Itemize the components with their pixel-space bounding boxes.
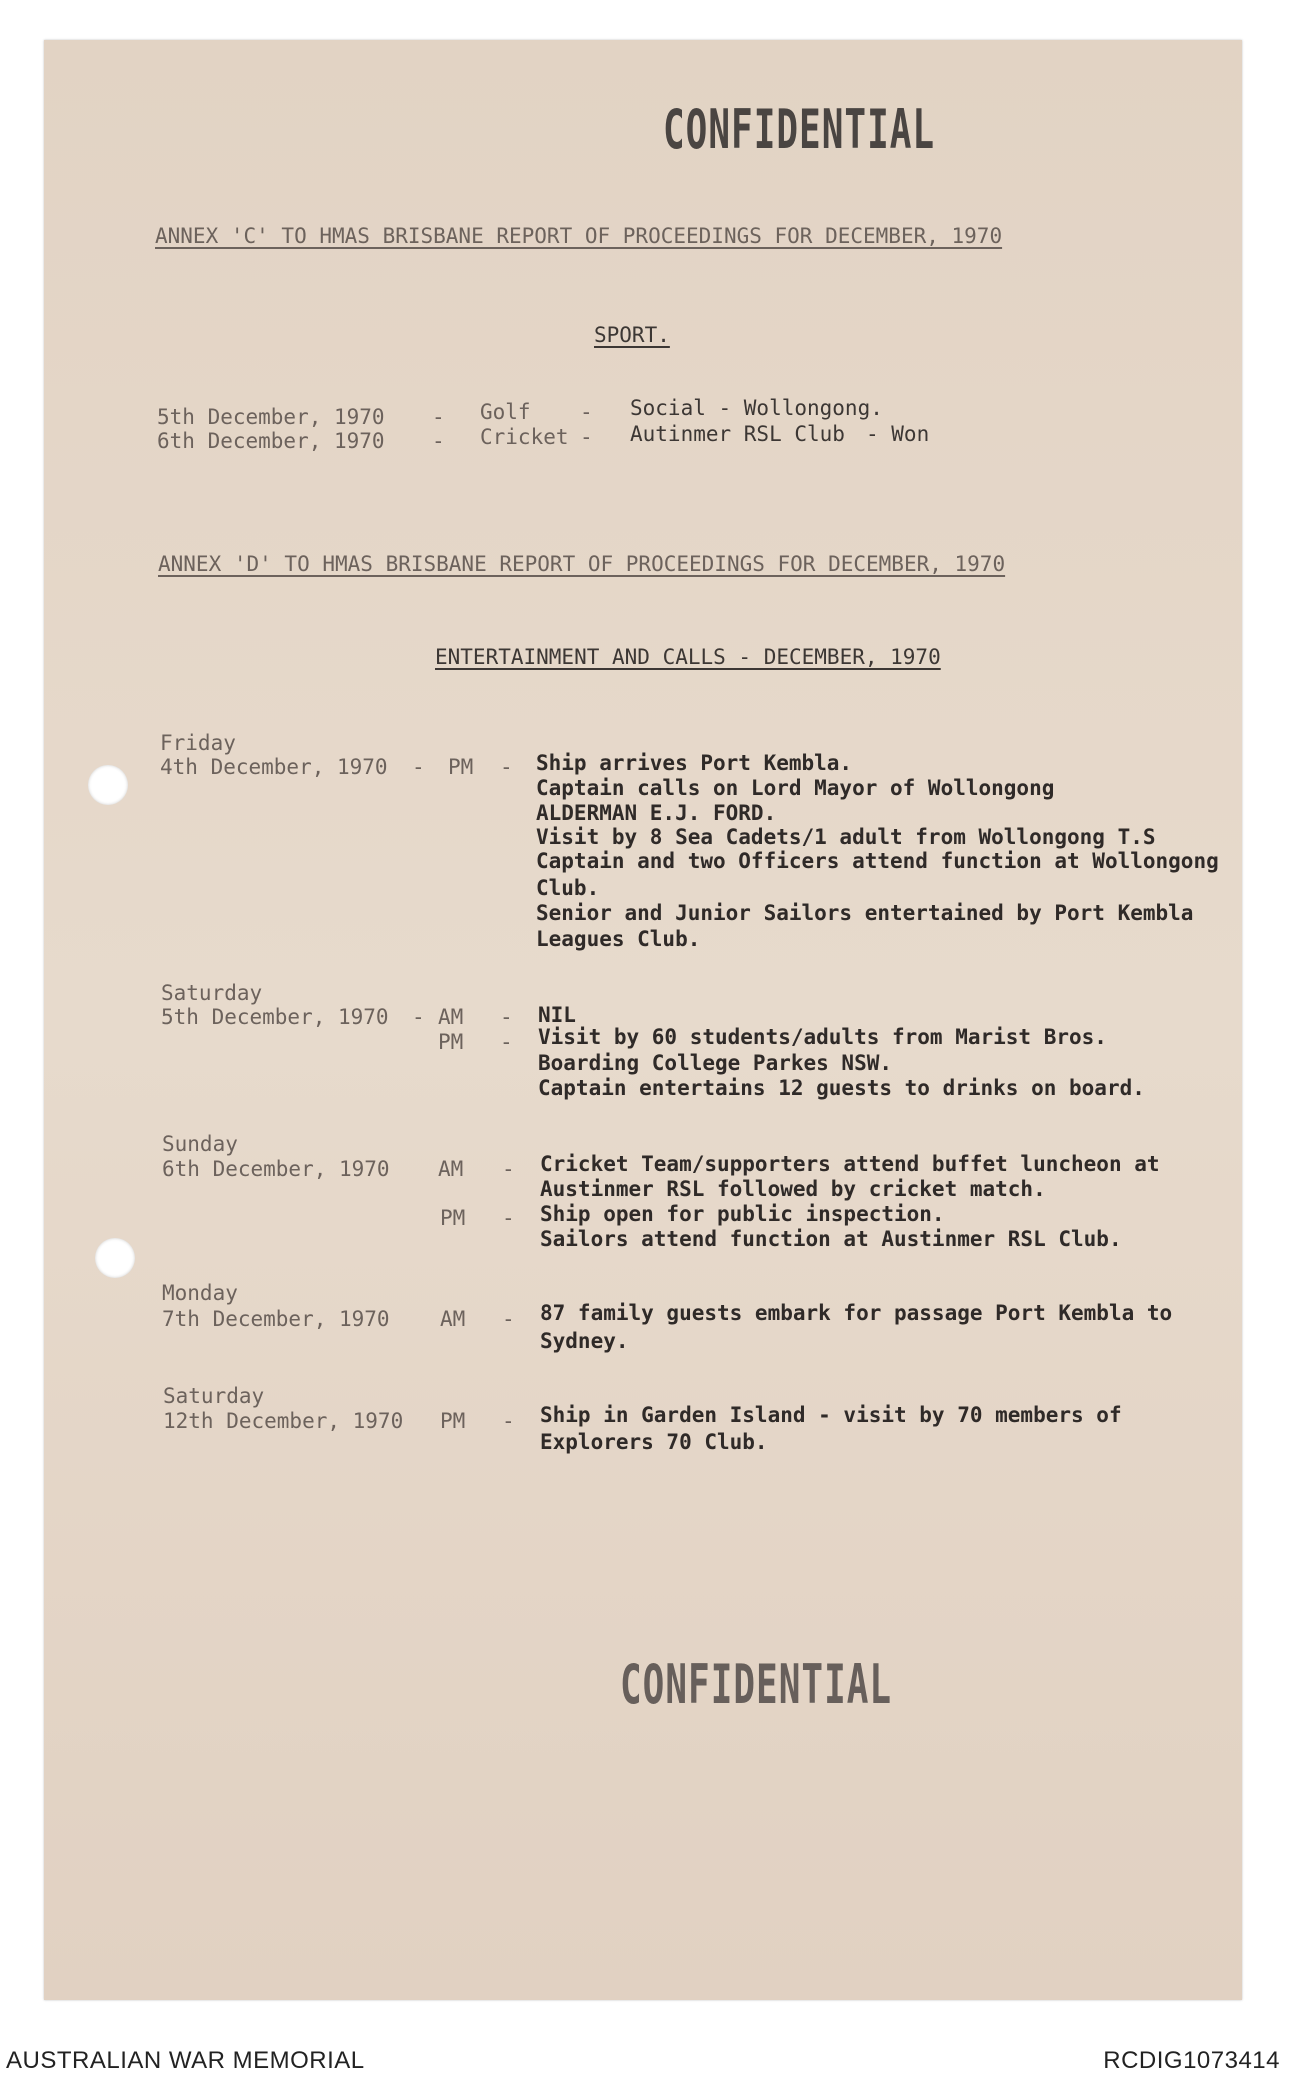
entry-2-session-2-line-1: Visit by 60 students/adults from Marist Bros. [538,1025,1107,1049]
entry-3-session-1-line-2: Austinmer RSL followed by cricket match. [540,1177,1046,1201]
entry-1-line-1: Ship arrives Port Kembla. [536,751,853,775]
sport-row-2-dash: - [432,429,445,453]
sport-row-2-date: 6th December, 1970 [157,429,385,453]
sport-row-1-dash2: - [580,400,593,424]
entry-1-line-3: ALDERMAN E.J. FORD. [536,801,777,825]
entry-4-day: Monday [162,1281,238,1305]
entry-1-date: 4th December, 1970 [160,755,388,779]
annex-c-heading: ANNEX 'C' TO HMAS BRISBANE REPORT OF PROCEEDINGS FOR DECEMBER, 1970 [155,224,1003,248]
entry-5-session-1-line-1: Ship in Garden Island - visit by 70 members of [540,1403,1122,1427]
punch-hole-top [88,765,128,805]
entry-4-date: 7th December, 1970 [162,1307,390,1331]
entry-1-line-7: Senior and Junior Sailors entertained by Port Kembla [536,901,1194,925]
entry-2-session-2-line-3: Captain entertains 12 guests to drinks on board. [538,1076,1145,1100]
footer-record-id: RCDIG1073414 [1103,2047,1280,2074]
sport-row-2-detail: Autinmer RSL Club [630,422,845,446]
entry-1-line-8: Leagues Club. [536,927,701,951]
sport-row-1-dash: - [432,405,445,429]
sport-row-2-dash2: - [580,425,593,449]
entry-2-session-1-time: AM [438,1005,464,1029]
entry-4-session-1-time: AM [440,1307,466,1331]
entry-1-session-1-time: PM [448,755,474,779]
entry-5-day: Saturday [163,1384,265,1408]
entry-3-session-2-time: PM [440,1206,466,1230]
entry-3-session-2-line-1: Ship open for public inspection. [540,1202,945,1226]
annex-c-subheading: SPORT. [594,323,670,347]
confidential-stamp-bottom: CONFIDENTIAL [620,1654,893,1717]
entry-3-session-2-line-2: Sailors attend function at Austinmer RSL Club. [540,1227,1122,1251]
entry-5-session-1-dash: - [502,1409,515,1433]
entry-3-session-1-dash: - [502,1157,515,1181]
entry-4-session-1-dash: - [502,1307,515,1331]
entry-3-date: 6th December, 1970 [162,1157,390,1181]
entry-5-session-1-time: PM [440,1409,466,1433]
sport-row-1-date: 5th December, 1970 [157,405,385,429]
entry-3-session-1-line-1: Cricket Team/supporters attend buffet luncheon at [540,1152,1160,1176]
sport-row-1-detail: Social - Wollongong. [630,396,883,420]
entry-1-day: Friday [160,731,236,755]
entry-3-day: Sunday [162,1132,238,1156]
entry-2-date: 5th December, 1970 [161,1005,389,1029]
entry-2-session-1-dash: - [500,1005,513,1029]
footer-source: AUSTRALIAN WAR MEMORIAL [6,2047,365,2074]
sport-row-2-result: - Won [866,422,930,446]
entry-5-date: 12th December, 1970 [163,1409,404,1433]
entry-2-session-2-time: PM [438,1030,464,1054]
entry-1-session-1-dash: - [500,755,513,779]
entry-1-line-4: Visit by 8 Sea Cadets/1 adult from Wollongong T.S [536,825,1156,849]
entry-4-session-1-line-2: Sydney. [540,1329,629,1353]
entry-3-session-2-dash: - [502,1206,515,1230]
entry-5-session-1-line-2: Explorers 70 Club. [540,1430,768,1454]
entry-2-session-1-line-1: NIL [538,1003,576,1027]
entry-1-line-6: Club. [536,876,600,900]
entry-1-line-2: Captain calls on Lord Mayor of Wollongong [536,776,1055,800]
entry-1-date-dash: - [412,755,425,779]
annex-d-heading: ANNEX 'D' TO HMAS BRISBANE REPORT OF PROCEEDINGS FOR DECEMBER, 1970 [158,552,1006,576]
entry-3-session-1-time: AM [438,1157,464,1181]
sport-row-2-sport: Cricket [480,425,569,449]
entry-4-session-1-line-1: 87 family guests embark for passage Port Kembla to [540,1301,1173,1325]
entry-2-session-2-line-2: Boarding College Parkes NSW. [538,1051,893,1075]
confidential-stamp-top: CONFIDENTIAL [663,99,936,162]
entry-2-session-2-dash: - [500,1030,513,1054]
annex-d-subheading: ENTERTAINMENT AND CALLS - DECEMBER, 1970 [435,645,941,669]
punch-hole-bottom [95,1238,135,1278]
sport-row-1-sport: Golf [480,400,531,424]
entry-2-date-dash: - [412,1005,425,1029]
entry-1-line-5: Captain and two Officers attend function at Wollongong [536,849,1219,873]
entry-2-day: Saturday [161,981,263,1005]
